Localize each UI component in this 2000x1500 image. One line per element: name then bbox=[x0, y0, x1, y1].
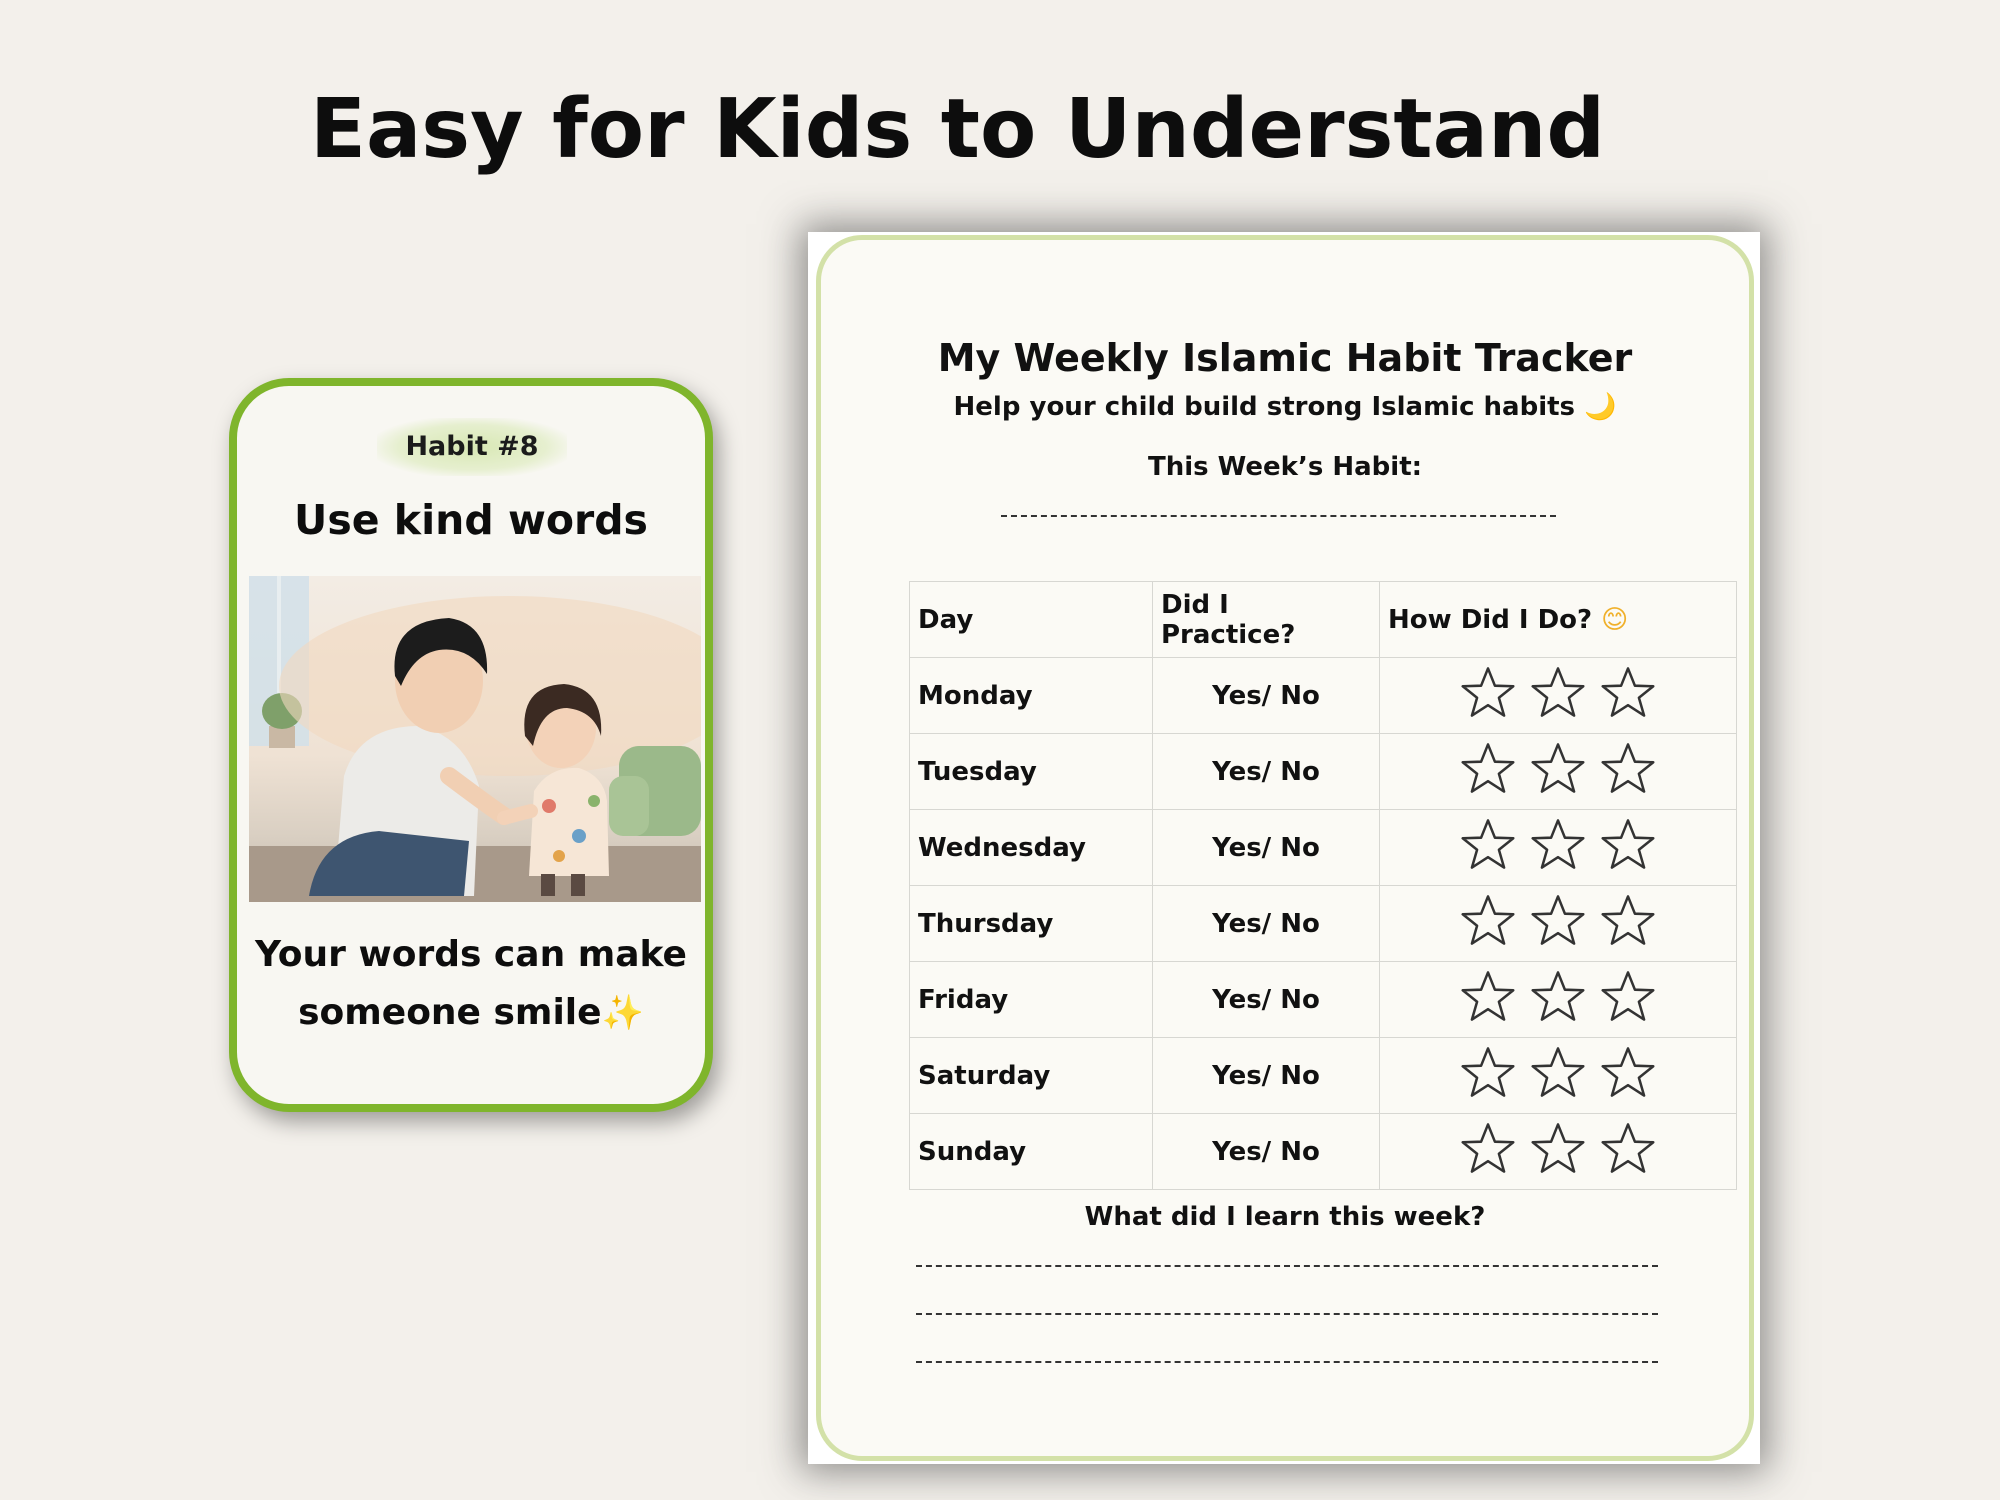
star-icon[interactable] bbox=[1459, 741, 1517, 795]
table-row bbox=[910, 810, 1737, 886]
star-icon[interactable] bbox=[1599, 665, 1657, 719]
practice-cell[interactable]: Yes/ No bbox=[1153, 1114, 1380, 1190]
star-icon[interactable] bbox=[1529, 665, 1587, 719]
star-icon[interactable] bbox=[1459, 893, 1517, 947]
learn-write-line-3[interactable] bbox=[916, 1361, 1658, 1363]
tracker-table-body bbox=[910, 658, 1737, 1190]
day-cell: Friday bbox=[910, 962, 1153, 1038]
star-icon[interactable] bbox=[1529, 893, 1587, 947]
table-row bbox=[910, 734, 1737, 810]
practice-cell[interactable]: Yes/ No bbox=[1153, 886, 1380, 962]
star-rating bbox=[1459, 665, 1657, 719]
tracker-table bbox=[909, 581, 1737, 1190]
tracker-subtitle bbox=[821, 392, 1749, 422]
smiley-icon: 😊 bbox=[1601, 604, 1629, 635]
day-cell: Tuesday bbox=[910, 734, 1153, 810]
tracker-subtitle-text: Help your child build strong Islamic habits bbox=[953, 392, 1576, 422]
column-header-practice: Did I Practice? bbox=[1153, 582, 1380, 658]
practice-cell[interactable]: Yes/ No bbox=[1153, 962, 1380, 1038]
star-icon[interactable] bbox=[1599, 741, 1657, 795]
star-icon[interactable] bbox=[1529, 741, 1587, 795]
rating-cell bbox=[1380, 658, 1737, 734]
week-habit-label: This Week’s Habit: bbox=[1147, 452, 1423, 482]
star-icon[interactable] bbox=[1529, 1045, 1587, 1099]
star-rating bbox=[1459, 741, 1657, 795]
column-header-rating bbox=[1380, 582, 1737, 658]
star-icon[interactable] bbox=[1459, 969, 1517, 1023]
week-habit-write-line[interactable] bbox=[1001, 515, 1556, 517]
page-headline: Easy for Kids to Understand bbox=[309, 82, 1606, 177]
star-rating bbox=[1459, 1045, 1657, 1099]
star-icon[interactable] bbox=[1599, 969, 1657, 1023]
rating-cell bbox=[1380, 1038, 1737, 1114]
habit-card bbox=[229, 378, 713, 1112]
children-holding-hands-illustration bbox=[249, 576, 701, 902]
practice-cell[interactable]: Yes/ No bbox=[1153, 1038, 1380, 1114]
day-cell: Sunday bbox=[910, 1114, 1153, 1190]
habit-title: Use kind words bbox=[294, 496, 648, 544]
habit-number-badge: Habit #8 bbox=[377, 418, 567, 476]
rating-cell bbox=[1380, 810, 1737, 886]
rating-cell bbox=[1380, 734, 1737, 810]
table-row bbox=[910, 658, 1737, 734]
day-cell: Saturday bbox=[910, 1038, 1153, 1114]
star-icon[interactable] bbox=[1599, 817, 1657, 871]
habit-tracker-sheet bbox=[808, 232, 1760, 1464]
star-rating bbox=[1459, 893, 1657, 947]
table-header-row bbox=[910, 582, 1737, 658]
day-cell: Thursday bbox=[910, 886, 1153, 962]
star-rating bbox=[1459, 969, 1657, 1023]
star-rating bbox=[1459, 1121, 1657, 1175]
learn-label: What did I learn this week? bbox=[1084, 1202, 1486, 1232]
practice-cell[interactable]: Yes/ No bbox=[1153, 734, 1380, 810]
day-cell: Monday bbox=[910, 658, 1153, 734]
learn-write-line-2[interactable] bbox=[916, 1313, 1658, 1315]
star-icon[interactable] bbox=[1599, 1045, 1657, 1099]
star-icon[interactable] bbox=[1459, 817, 1517, 871]
column-header-rating-text: How Did I Do? bbox=[1388, 604, 1593, 635]
table-row bbox=[910, 962, 1737, 1038]
habit-caption bbox=[237, 926, 705, 1042]
rating-cell bbox=[1380, 1114, 1737, 1190]
tracker-title: My Weekly Islamic Habit Tracker bbox=[937, 336, 1633, 380]
star-icon[interactable] bbox=[1459, 1121, 1517, 1175]
rating-cell bbox=[1380, 962, 1737, 1038]
day-cell: Wednesday bbox=[910, 810, 1153, 886]
star-icon[interactable] bbox=[1529, 969, 1587, 1023]
star-icon[interactable] bbox=[1529, 817, 1587, 871]
practice-cell[interactable]: Yes/ No bbox=[1153, 810, 1380, 886]
practice-cell[interactable]: Yes/ No bbox=[1153, 658, 1380, 734]
star-icon[interactable] bbox=[1459, 665, 1517, 719]
sheet-border bbox=[816, 235, 1754, 1461]
rating-cell bbox=[1380, 886, 1737, 962]
caption-line-2-text: someone smile bbox=[298, 992, 602, 1033]
star-icon[interactable] bbox=[1459, 1045, 1517, 1099]
table-row bbox=[910, 1114, 1737, 1190]
star-icon[interactable] bbox=[1529, 1121, 1587, 1175]
column-header-day: Day bbox=[910, 582, 1153, 658]
table-row bbox=[910, 886, 1737, 962]
moon-icon: 🌙 bbox=[1584, 392, 1617, 422]
caption-line-1: Your words can make bbox=[255, 934, 687, 975]
caption-line-2 bbox=[237, 984, 705, 1042]
star-icon[interactable] bbox=[1599, 893, 1657, 947]
star-icon[interactable] bbox=[1599, 1121, 1657, 1175]
table-row bbox=[910, 1038, 1737, 1114]
sparkle-icon: ✨ bbox=[601, 993, 644, 1033]
learn-write-line-1[interactable] bbox=[916, 1265, 1658, 1267]
star-rating bbox=[1459, 817, 1657, 871]
